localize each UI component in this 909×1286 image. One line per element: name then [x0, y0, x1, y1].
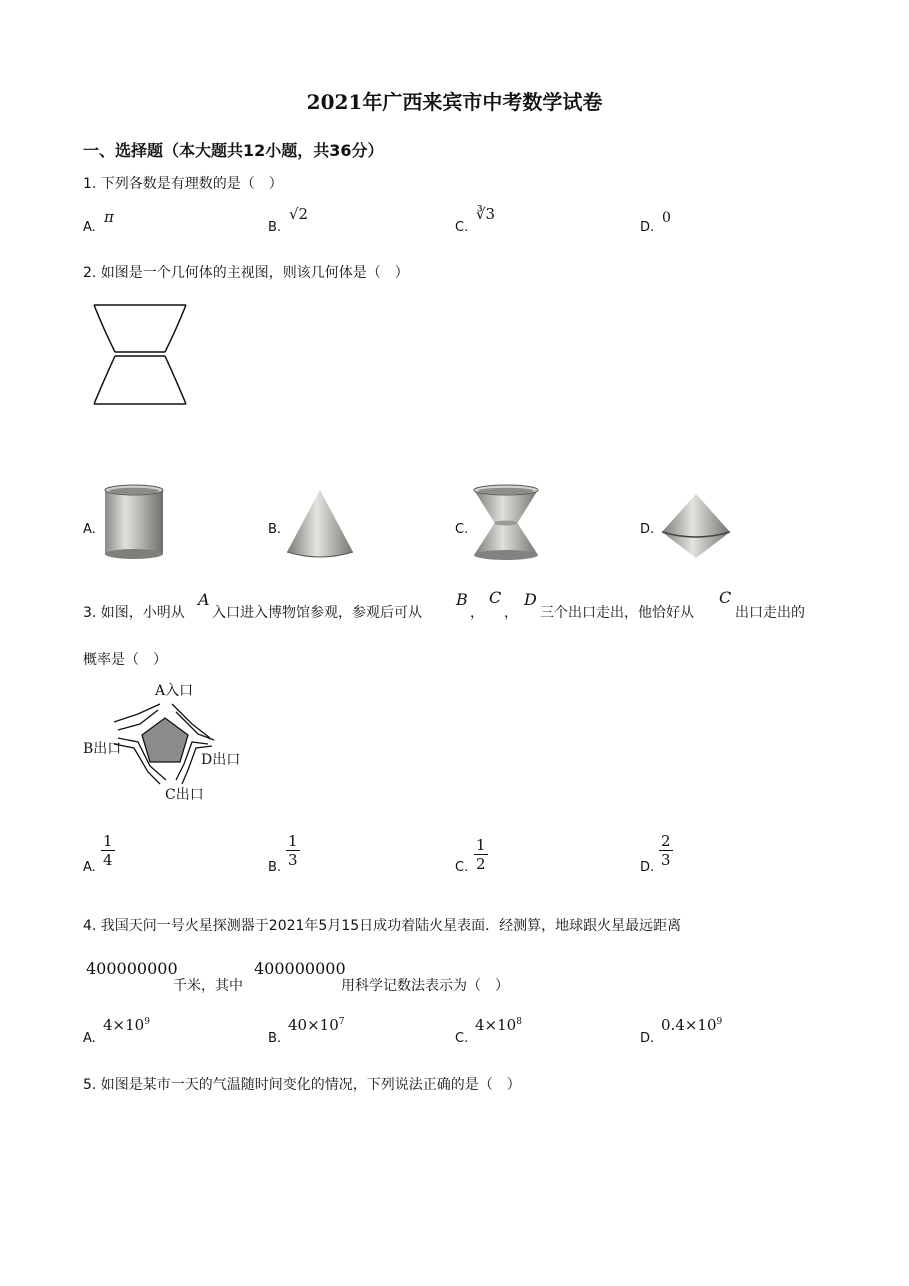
map-label-c-exit: C出口	[165, 787, 204, 803]
museum-map-figure	[110, 700, 220, 785]
q4-option-c-value: $4\times 10^8$	[475, 1016, 522, 1034]
q2-text: 2. 如图是一个几何体的主视图，则该几何体是（ ）	[83, 265, 409, 281]
q4-option-d-label: D.	[640, 1031, 655, 1046]
q3-option-d-label: D.	[640, 860, 655, 875]
q3-comma-2: ，	[504, 605, 518, 621]
q3-text-part4: 出口走出的	[735, 605, 805, 621]
q3-letter-a: A	[198, 590, 210, 609]
double-cone-icon	[660, 492, 732, 560]
page-title: 2021年广西来宾市中考数学试卷	[306, 90, 603, 114]
q3-option-d-fraction: $\frac{2}{3}$	[661, 832, 671, 869]
q1-option-b-value: √2	[289, 205, 309, 223]
q4-number: 400000000	[86, 959, 178, 978]
q4-option-b-value: $40\times 10^7$	[288, 1016, 345, 1034]
q1-option-c-label: C.	[455, 220, 469, 235]
front-view-figure	[90, 302, 190, 408]
q4-option-a-value: $4\times 10^9$	[103, 1016, 150, 1034]
q2-option-d-label: D.	[640, 522, 655, 537]
q4-option-c-label: C.	[455, 1031, 469, 1046]
q3-option-b-label: B.	[268, 860, 282, 875]
q4-option-a-label: A.	[83, 1031, 96, 1046]
cylinder-icon	[100, 482, 170, 562]
q3-option-a-label: A.	[83, 860, 96, 875]
q3-text-part3: 三个出口走出，他恰好从	[540, 605, 694, 621]
q2-option-b-label: B.	[268, 522, 282, 537]
q4-text-part2: 千米，其中	[173, 978, 243, 994]
q3-text-part1: 3. 如图，小明从	[83, 605, 185, 621]
q1-option-c-value: ∛3	[476, 205, 496, 223]
q3-comma-1: ，	[470, 605, 484, 621]
q4-text-part1: 4. 我国天问一号火星探测器于2021年5月15日成功着陆火星表面．经测算，地球跟火星最远距离	[83, 918, 682, 934]
q1-option-a-value: π	[104, 208, 114, 226]
q4-text-part3: 用科学记数法表示为（ ）	[341, 978, 509, 994]
q3-letter-d: D	[524, 590, 537, 609]
map-label-d-exit: D出口	[201, 752, 241, 768]
q1-option-a-label: A.	[83, 220, 96, 235]
q1-text: 1. 下列各数是有理数的是（ ）	[83, 176, 283, 192]
map-label-a-entrance: A入口	[155, 683, 194, 699]
q1-option-d-label: D.	[640, 220, 655, 235]
q1-option-d-value: 0	[662, 210, 671, 226]
cone-icon	[285, 488, 355, 560]
double-frustum-icon	[470, 482, 542, 562]
q3-letter-b: B	[456, 590, 468, 609]
q3-text-part2: 入口进入博物馆参观，参观后可从	[212, 605, 422, 621]
q3-letter-c-2: C	[719, 588, 732, 607]
q3-letter-c: C	[489, 588, 502, 607]
q3-option-a-fraction: $\frac{1}{4}$	[103, 832, 113, 869]
q4-number-2: 400000000	[254, 959, 346, 978]
section-heading: 一、选择题（本大题共12小题，共36分）	[83, 141, 384, 160]
q3-option-b-fraction: $\frac{1}{3}$	[288, 832, 298, 869]
q4-option-d-value: $0.4\times 10^9$	[661, 1016, 723, 1034]
q3-text-part5: 概率是（ ）	[83, 652, 167, 668]
q1-option-b-label: B.	[268, 220, 282, 235]
q3-option-c-fraction: $\frac{1}{2}$	[476, 836, 486, 873]
q2-option-a-label: A.	[83, 522, 96, 537]
q5-text: 5. 如图是某市一天的气温随时间变化的情况，下列说法正确的是（ ）	[83, 1077, 521, 1093]
q3-option-c-label: C.	[455, 860, 469, 875]
q4-option-b-label: B.	[268, 1031, 282, 1046]
q2-option-c-label: C.	[455, 522, 469, 537]
map-label-b-exit: B出口	[83, 741, 122, 757]
